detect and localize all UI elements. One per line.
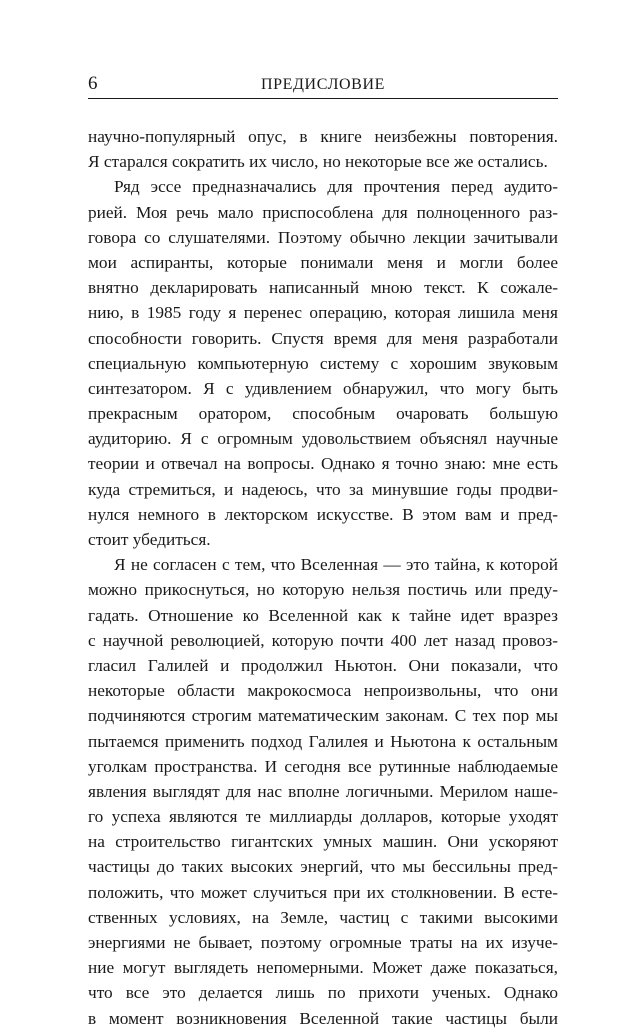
text-line: положить, что может случиться при их столкновении. В есте- (88, 882, 558, 902)
text-line: го успеха являются те миллиарды долларов, которые уходят (88, 807, 558, 827)
text-line: рией. Моя речь мало приспособлена для полноценного раз- (88, 202, 558, 222)
text-line: прекрасным оратором, способным очаровать большую (88, 404, 558, 424)
text-line: пытаемся применить подход Галилея и Ньютона к остальным (88, 731, 558, 751)
text-line: внятно декларировать написанный мною текст. К сожале- (88, 278, 558, 298)
page-header (88, 68, 558, 99)
paragraph-first-line: Ряд эссе предназначались для прочтения перед аудито- (114, 177, 558, 197)
body-text (88, 124, 558, 1031)
paragraph-first-line: Я не согласен с тем, что Вселенная — это тайна, к которой (114, 555, 558, 575)
text-line: гласил Галилей и продолжил Ньютон. Они показали, что (88, 655, 558, 675)
text-line: куда стремиться, и надеюсь, что за минувшие годы продви- (88, 479, 558, 499)
text-line: что все это делается лишь по прихоти ученых. Однако (88, 983, 558, 1003)
text-line: научно-популярный опус, в книге неизбежны повторения. (88, 127, 558, 146)
text-line: уголкам пространства. И сегодня все рутинные наблюдаемые (88, 756, 558, 776)
text-line: способности говорить. Спустя время для меня разработали (88, 328, 558, 348)
text-line: с научной революцией, которую почти 400 лет назад провоз- (88, 630, 558, 650)
text-line: некоторые области макрокосмоса непроизвольны, что они (88, 681, 558, 701)
text-line: теории и отвечал на вопросы. Однако я точно знаю: мне есть (88, 454, 558, 474)
text-line: ние могут выглядеть непомерными. Может даже показаться, (88, 958, 558, 978)
text-line: Я старался сократить их число, но некоторые все же остались. (88, 152, 548, 172)
page-number: 6 (88, 73, 98, 94)
text-line: мои аспиранты, которые понимали меня и могли более (88, 252, 558, 272)
text-line: на строительство гигантских умных машин. Они ускоряют (88, 832, 558, 852)
text-line: специальную компьютерную систему с хорошим звуковым (88, 353, 558, 373)
text-line: в момент возникновения Вселенной такие частицы были (88, 1008, 558, 1028)
text-line: нулся немного в лекторском искусстве. В этом вам и пред- (88, 504, 558, 524)
text-line: ственных условиях, на Земле, частиц с такими высокими (88, 907, 558, 927)
text-line: синтезатором. Я с удивлением обнаружил, что могу быть (88, 378, 558, 398)
text-line: говора со слушателями. Поэтому обычно лекции зачитывали (88, 227, 558, 247)
paragraph-last-line: стоит убедиться. (88, 530, 211, 549)
text-line: гадать. Отношение ко Вселенной как к тайне идет вразрез (88, 605, 558, 625)
text-line: подчиняются строгим математическим законам. С тех пор мы (88, 706, 558, 726)
text-line: энергиями не бывает, поэтому огромные траты на их изуче- (88, 933, 558, 952)
text-line: явления выглядят для нас вполне логичными. Мерилом наше- (88, 781, 558, 801)
text-line: можно прикоснуться, но которую нельзя постичь или преду- (88, 580, 558, 600)
text-line: нию, в 1985 году я перенес операцию, которая лишила меня (88, 303, 558, 323)
text-line: частицы до таких высоких энергий, что мы бессильны пред- (88, 857, 558, 877)
running-title: ПРЕДИСЛОВИЕ (261, 76, 385, 93)
text-line: аудиторию. Я с огромным удовольствием объяснял научные (88, 429, 558, 449)
